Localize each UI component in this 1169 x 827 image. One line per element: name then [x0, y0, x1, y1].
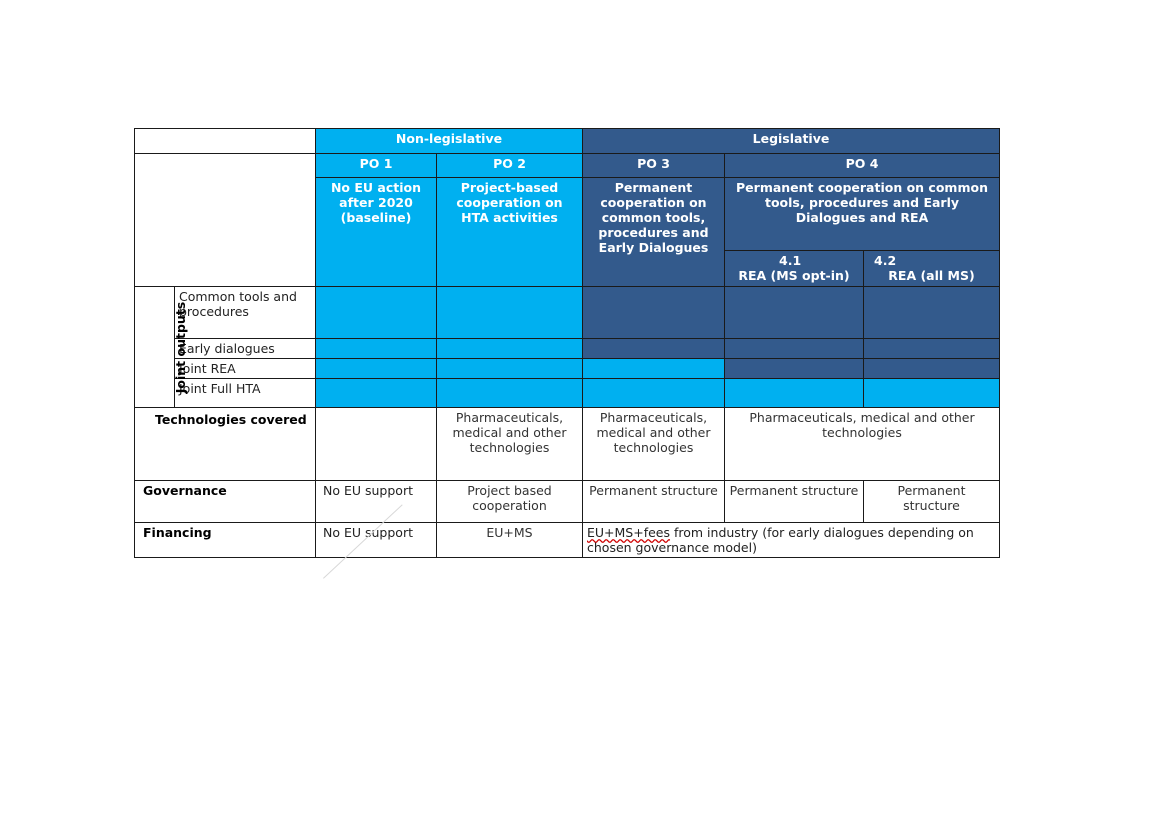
empty-corner-cell	[135, 129, 316, 154]
cell-po3-early-dialogues	[583, 339, 725, 359]
technologies-label-text: Technologies covered	[155, 412, 307, 427]
po2-description: Project-based cooperation on HTA activities	[437, 178, 583, 287]
financing-rest-text: from industry (for early dialogues depending on chosen governance model)	[587, 525, 974, 555]
row-label-joint-full-hta: Joint Full HTA	[175, 379, 316, 408]
cell-po1-governance	[316, 481, 437, 523]
cell-po42-common-tools	[864, 287, 1000, 339]
row-label-governance	[135, 481, 316, 523]
cell-po2-financing: EU+MS	[437, 523, 583, 558]
row-label-common-tools: Common tools and procedures	[175, 287, 316, 339]
row-label-joint-rea: Joint REA	[175, 359, 316, 379]
empty-label-cell	[135, 154, 316, 287]
non-legislative-header: Non-legislative	[316, 129, 583, 154]
cell-po4-technologies: Pharmaceuticals, medical and other technologies	[725, 408, 1000, 481]
cell-po1-joint-rea	[316, 359, 437, 379]
po2-header: PO 2	[437, 154, 583, 178]
joint-outputs-label: Joint outputs	[135, 287, 175, 408]
cell-po42-joint-full-hta	[864, 379, 1000, 408]
cell-po3-governance: Permanent structure	[583, 481, 725, 523]
po1-header: PO 1	[316, 154, 437, 178]
po4-header: PO 4	[725, 154, 1000, 178]
governance-label-text: Governance	[143, 483, 227, 498]
cell-po41-joint-rea	[725, 359, 864, 379]
cell-po3-technologies: Pharmaceuticals, medical and other technologies	[583, 408, 725, 481]
po4-description: Permanent cooperation on common tools, procedures and Early Dialogues and REA	[725, 178, 1000, 251]
po3-header: PO 3	[583, 154, 725, 178]
po41-number: 4.1	[779, 253, 802, 268]
cell-po41-joint-full-hta	[725, 379, 864, 408]
cell-po3-joint-rea	[583, 359, 725, 379]
cell-po2-governance: Project based cooperation	[437, 481, 583, 523]
po1-financing-text: No EU support	[323, 525, 413, 540]
po1-description: No EU action after 2020 (baseline)	[316, 178, 437, 287]
cell-po41-common-tools	[725, 287, 864, 339]
cell-po3-common-tools	[583, 287, 725, 339]
cell-po2-joint-full-hta	[437, 379, 583, 408]
po42-number: 4.2	[874, 253, 897, 268]
row-label-technologies	[135, 408, 316, 481]
cell-po1-common-tools	[316, 287, 437, 339]
cell-po1-early-dialogues	[316, 339, 437, 359]
policy-options-table	[134, 128, 1000, 558]
cell-po2-technologies: Pharmaceuticals, medical and other technologies	[437, 408, 583, 481]
cell-po2-early-dialogues	[437, 339, 583, 359]
row-label-early-dialogues: Early dialogues	[175, 339, 316, 359]
po3-description: Permanent cooperation on common tools, procedures and Early Dialogues	[583, 178, 725, 287]
cell-po42-early-dialogues	[864, 339, 1000, 359]
financing-eu-ms-fees: EU+MS+fees	[587, 525, 671, 540]
cell-po41-early-dialogues	[725, 339, 864, 359]
po41-label: REA (MS opt-in)	[738, 268, 850, 283]
cell-po1-technologies	[316, 408, 437, 481]
po42-label: REA (all MS)	[888, 268, 975, 283]
cell-po3-joint-full-hta	[583, 379, 725, 408]
po41-subheader	[725, 251, 864, 287]
financing-label-text: Financing	[143, 525, 212, 540]
legislative-header: Legislative	[583, 129, 1000, 154]
cell-po34-financing	[583, 523, 1000, 558]
cell-po2-joint-rea	[437, 359, 583, 379]
po1-governance-text: No EU support	[323, 483, 413, 498]
row-label-financing	[135, 523, 316, 558]
cell-po2-common-tools	[437, 287, 583, 339]
cell-po41-governance: Permanent structure	[725, 481, 864, 523]
po42-subheader	[864, 251, 1000, 287]
cell-po42-governance: Permanent structure	[864, 481, 1000, 523]
cell-po42-joint-rea	[864, 359, 1000, 379]
cell-po1-joint-full-hta	[316, 379, 437, 408]
